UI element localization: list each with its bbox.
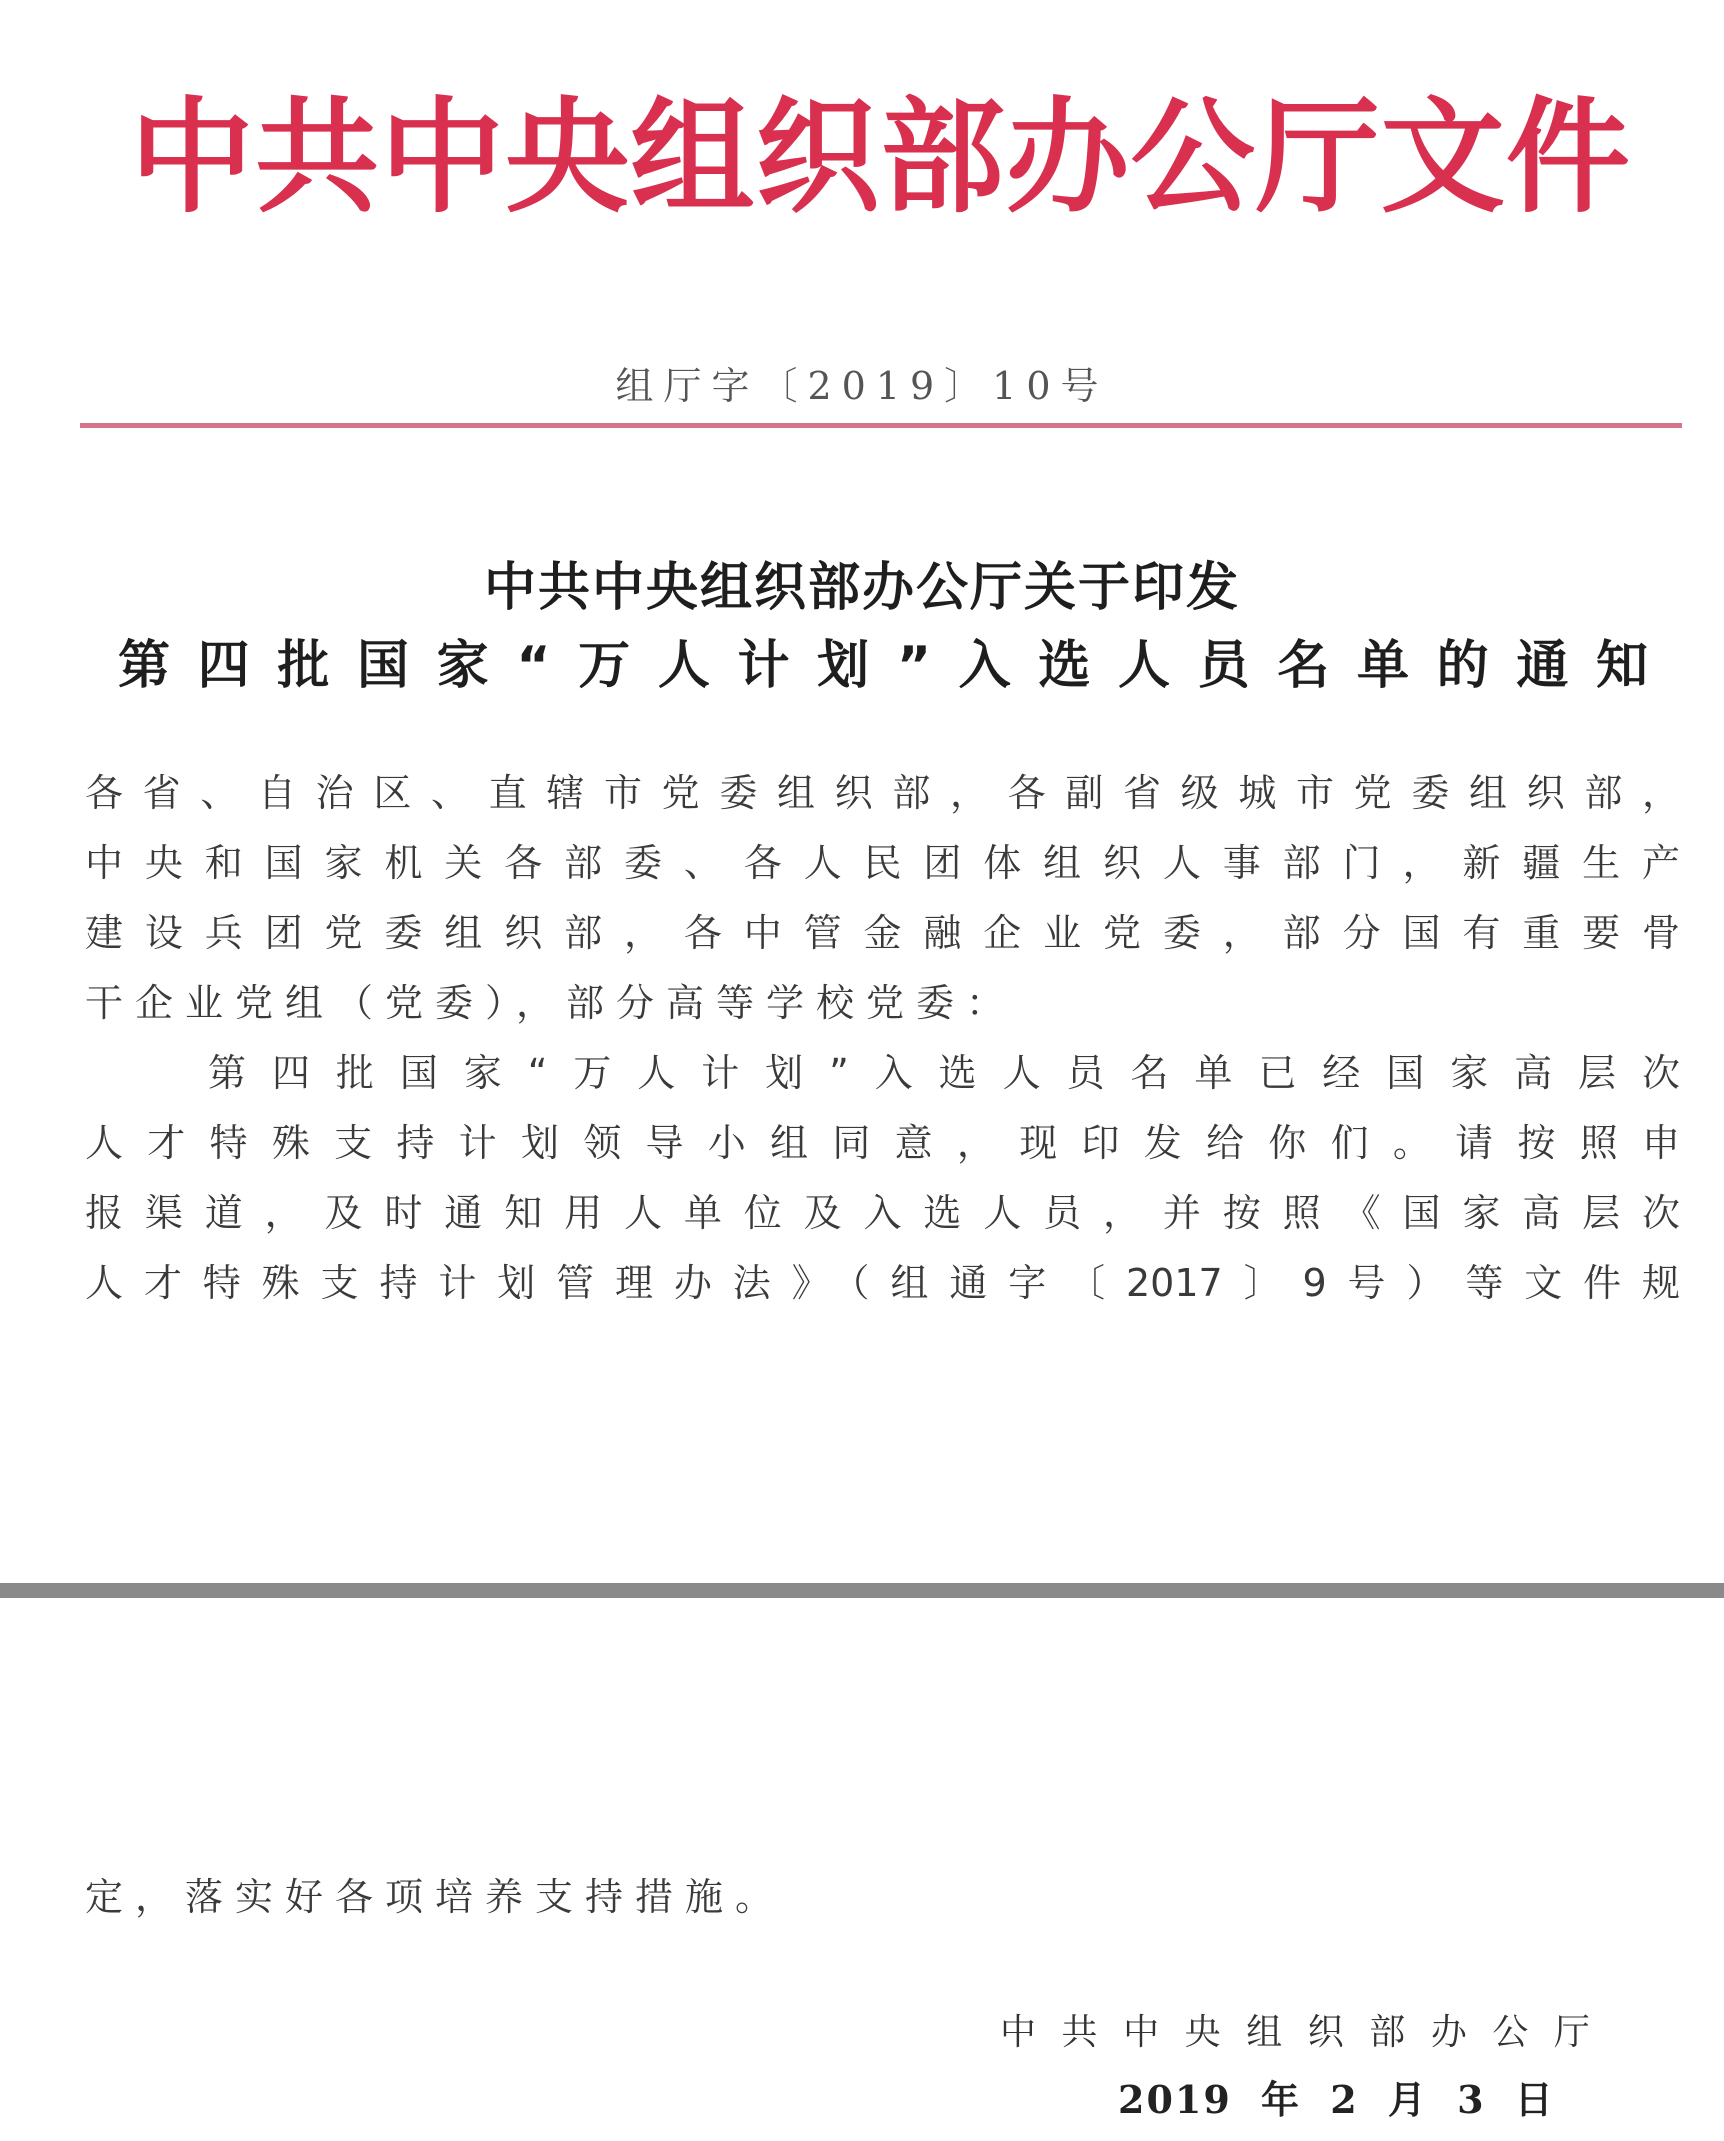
issuer-char: 部	[1369, 2012, 1406, 2053]
issuer-char: 公	[1492, 2012, 1529, 2053]
header-char: 组	[630, 85, 755, 230]
header-char: 央	[505, 85, 630, 230]
body-line-addressees-4: 干企业党组（党委），部分高等学校党委：	[85, 981, 1017, 1025]
issuer-char: 组	[1246, 2012, 1283, 2053]
body-line-paragraph-4: 人才特殊支持计划管理办法》（组通字〔2017〕9号）等文件规	[85, 1261, 1680, 1305]
issuer-char: 办	[1430, 2012, 1467, 2053]
document-number: 组厅字〔2019〕10号	[615, 364, 1109, 408]
body-line-paragraph-1: 第四批国家“万人计划”入选人员名单已经国家高层次	[208, 1051, 1680, 1095]
header-char: 中	[130, 85, 255, 230]
issuer-char: 央	[1184, 2012, 1221, 2053]
header-char: 公	[1130, 85, 1255, 230]
body-line-addressees-3: 建设兵团党委组织部，各中管金融企业党委，部分国有重要骨	[85, 911, 1680, 955]
red-divider-rule	[80, 423, 1682, 428]
issuer-char: 共	[1061, 2012, 1098, 2053]
body-line-addressees-1: 各省、自治区、直辖市党委组织部，各副省级城市党委组织部，	[85, 771, 1680, 815]
issuer-char: 厅	[1553, 2012, 1590, 2053]
body-line-paragraph-2: 人才特殊支持计划领导小组同意，现印发给你们。请按照申	[85, 1121, 1680, 1165]
issuer-char: 中	[1123, 2012, 1160, 2053]
header-char: 厅	[1255, 85, 1380, 230]
issuer-char: 织	[1307, 2012, 1344, 2053]
issuer-signature	[1000, 2003, 1590, 2063]
header-char: 中	[380, 85, 505, 230]
notice-title-line-1: 中共中央组织部办公厅关于印发	[483, 558, 1240, 618]
header-char: 文	[1380, 85, 1505, 230]
body-line-addressees-2: 中央和国家机关各部委、各人民团体组织人事部门，新疆生产	[85, 841, 1680, 885]
body-line-paragraph-3: 报渠道，及时通知用人单位及入选人员，并按照《国家高层次	[85, 1191, 1680, 1235]
header-char: 部	[880, 85, 1005, 230]
issue-date: 2019 年 2 月 3 日	[1118, 2077, 1555, 2122]
header-char: 共	[255, 85, 380, 230]
header-char: 件	[1505, 85, 1630, 230]
issuer-char: 中	[1000, 2012, 1037, 2053]
page-break-separator	[0, 1583, 1724, 1598]
notice-title-line-2: 第四批国家“万人计划”入选人员名单的通知	[118, 636, 1648, 696]
header-char: 织	[755, 85, 880, 230]
document-header-title	[130, 85, 1630, 230]
body-line-continuation: 定，落实好各项培养支持措施。	[85, 1875, 786, 1919]
header-char: 办	[1005, 85, 1130, 230]
